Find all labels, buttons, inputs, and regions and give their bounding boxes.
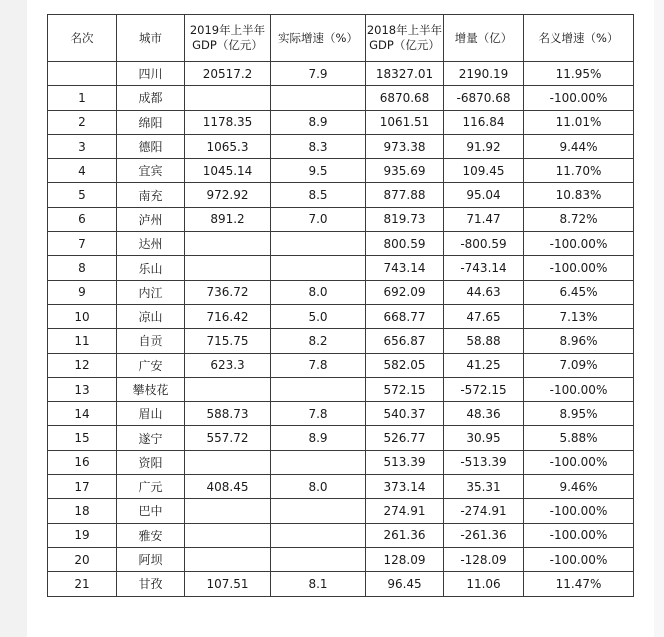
cell-nominal-growth: -100.00% (524, 256, 634, 280)
cell-increase: 47.65 (444, 304, 524, 328)
cell-increase: -572.15 (444, 377, 524, 401)
cell-real-growth: 7.0 (271, 207, 366, 231)
cell-nominal-growth: -100.00% (524, 86, 634, 110)
cell-nominal-growth: 9.46% (524, 475, 634, 499)
cell-gdp-2019 (185, 377, 271, 401)
cell-real-growth: 7.8 (271, 402, 366, 426)
cell-increase: 35.31 (444, 475, 524, 499)
cell-real-growth: 8.9 (271, 110, 366, 134)
cell-city: 遂宁 (117, 426, 185, 450)
cell-real-growth: 8.0 (271, 475, 366, 499)
cell-gdp-2019: 1065.3 (185, 134, 271, 158)
cell-nominal-growth: -100.00% (524, 499, 634, 523)
cell-increase: 44.63 (444, 280, 524, 304)
cell-rank: 10 (48, 304, 117, 328)
cell-real-growth: 8.9 (271, 426, 366, 450)
cell-gdp-2019: 972.92 (185, 183, 271, 207)
cell-real-growth: 8.0 (271, 280, 366, 304)
table-row (48, 110, 634, 134)
cell-city: 广安 (117, 353, 185, 377)
cell-rank: 11 (48, 329, 117, 353)
cell-city: 雅安 (117, 523, 185, 547)
cell-increase: -513.39 (444, 450, 524, 474)
header-nominal-growth: 名义增速（%） (524, 15, 634, 62)
cell-nominal-growth: 7.09% (524, 353, 634, 377)
table-row (48, 426, 634, 450)
cell-gdp-2019: 408.45 (185, 475, 271, 499)
cell-nominal-growth: 5.88% (524, 426, 634, 450)
cell-gdp-2018: 743.14 (366, 256, 444, 280)
cell-nominal-growth: 7.13% (524, 304, 634, 328)
cell-real-growth (271, 523, 366, 547)
header-gdp-2018 (366, 15, 444, 62)
cell-city: 成都 (117, 86, 185, 110)
table-row (48, 499, 634, 523)
cell-rank: 19 (48, 523, 117, 547)
cell-real-growth (271, 547, 366, 571)
cell-rank: 17 (48, 475, 117, 499)
cell-nominal-growth: 11.70% (524, 159, 634, 183)
cell-nominal-growth: 11.47% (524, 572, 634, 596)
cell-gdp-2018: 540.37 (366, 402, 444, 426)
table-header (48, 15, 634, 62)
cell-rank: 12 (48, 353, 117, 377)
table-row (48, 86, 634, 110)
cell-gdp-2019 (185, 232, 271, 256)
table-row (48, 280, 634, 304)
cell-increase: 95.04 (444, 183, 524, 207)
cell-real-growth (271, 377, 366, 401)
cell-city: 甘孜 (117, 572, 185, 596)
cell-rank: 14 (48, 402, 117, 426)
cell-gdp-2018: 668.77 (366, 304, 444, 328)
cell-real-growth: 9.5 (271, 159, 366, 183)
cell-gdp-2018: 582.05 (366, 353, 444, 377)
cell-increase: 91.92 (444, 134, 524, 158)
header-gdp-2019-label: 2019年上半年GDP（亿元） (189, 23, 266, 52)
cell-nominal-growth: -100.00% (524, 377, 634, 401)
cell-gdp-2018: 128.09 (366, 547, 444, 571)
cell-rank: 6 (48, 207, 117, 231)
table-row (48, 256, 634, 280)
cell-real-growth: 5.0 (271, 304, 366, 328)
cell-rank: 18 (48, 499, 117, 523)
cell-city: 阿坝 (117, 547, 185, 571)
table-row (48, 329, 634, 353)
table-row (48, 232, 634, 256)
cell-nominal-growth: 9.44% (524, 134, 634, 158)
table-row (48, 183, 634, 207)
cell-gdp-2019 (185, 523, 271, 547)
cell-gdp-2018: 261.36 (366, 523, 444, 547)
cell-gdp-2018: 96.45 (366, 572, 444, 596)
cell-increase: 71.47 (444, 207, 524, 231)
table-row (48, 572, 634, 596)
cell-rank: 16 (48, 450, 117, 474)
cell-city: 绵阳 (117, 110, 185, 134)
cell-gdp-2018: 274.91 (366, 499, 444, 523)
cell-city: 攀枝花 (117, 377, 185, 401)
table-row (48, 159, 634, 183)
cell-gdp-2019 (185, 86, 271, 110)
cell-rank: 7 (48, 232, 117, 256)
cell-gdp-2018: 18327.01 (366, 62, 444, 86)
header-rank: 名次 (48, 15, 117, 62)
cell-gdp-2019: 107.51 (185, 572, 271, 596)
cell-increase: -6870.68 (444, 86, 524, 110)
cell-rank: 5 (48, 183, 117, 207)
cell-nominal-growth: -100.00% (524, 232, 634, 256)
cell-gdp-2019: 20517.2 (185, 62, 271, 86)
cell-rank (48, 62, 117, 86)
cell-rank: 3 (48, 134, 117, 158)
cell-city: 泸州 (117, 207, 185, 231)
cell-gdp-2019: 1178.35 (185, 110, 271, 134)
cell-increase: 48.36 (444, 402, 524, 426)
cell-gdp-2019: 736.72 (185, 280, 271, 304)
cell-city: 乐山 (117, 256, 185, 280)
cell-city: 眉山 (117, 402, 185, 426)
cell-rank: 4 (48, 159, 117, 183)
cell-gdp-2018: 935.69 (366, 159, 444, 183)
cell-real-growth (271, 86, 366, 110)
cell-city: 内江 (117, 280, 185, 304)
header-gdp-2019 (185, 15, 271, 62)
table-row (48, 377, 634, 401)
cell-real-growth (271, 450, 366, 474)
cell-nominal-growth: 10.83% (524, 183, 634, 207)
cell-nominal-growth: -100.00% (524, 450, 634, 474)
table-row (48, 547, 634, 571)
cell-gdp-2019 (185, 547, 271, 571)
cell-rank: 2 (48, 110, 117, 134)
cell-nominal-growth: -100.00% (524, 547, 634, 571)
cell-gdp-2018: 1061.51 (366, 110, 444, 134)
header-real-growth: 实际增速（%） (271, 15, 366, 62)
cell-gdp-2019 (185, 499, 271, 523)
cell-gdp-2018: 800.59 (366, 232, 444, 256)
cell-nominal-growth: 8.72% (524, 207, 634, 231)
cell-rank: 15 (48, 426, 117, 450)
cell-gdp-2019: 716.42 (185, 304, 271, 328)
cell-rank: 8 (48, 256, 117, 280)
cell-nominal-growth: -100.00% (524, 523, 634, 547)
cell-increase: -274.91 (444, 499, 524, 523)
cell-city: 南充 (117, 183, 185, 207)
cell-gdp-2018: 877.88 (366, 183, 444, 207)
cell-rank: 13 (48, 377, 117, 401)
cell-gdp-2019: 623.3 (185, 353, 271, 377)
cell-gdp-2019: 557.72 (185, 426, 271, 450)
cell-gdp-2019 (185, 256, 271, 280)
cell-real-growth: 8.1 (271, 572, 366, 596)
cell-real-growth: 7.9 (271, 62, 366, 86)
cell-gdp-2018: 819.73 (366, 207, 444, 231)
cell-city: 四川 (117, 62, 185, 86)
cell-city: 资阳 (117, 450, 185, 474)
cell-increase: 11.06 (444, 572, 524, 596)
cell-gdp-2018: 373.14 (366, 475, 444, 499)
table-row (48, 523, 634, 547)
cell-real-growth (271, 232, 366, 256)
cell-nominal-growth: 11.95% (524, 62, 634, 86)
cell-rank: 21 (48, 572, 117, 596)
table-row (48, 62, 634, 86)
right-margin-strip (654, 0, 664, 637)
cell-gdp-2019 (185, 450, 271, 474)
cell-increase: 2190.19 (444, 62, 524, 86)
cell-nominal-growth: 6.45% (524, 280, 634, 304)
header-row (48, 15, 634, 62)
cell-city: 宜宾 (117, 159, 185, 183)
cell-real-growth: 7.8 (271, 353, 366, 377)
header-city: 城市 (117, 15, 185, 62)
header-gdp-2018-label: 2018年上半年GDP（亿元） (366, 23, 443, 52)
table-row (48, 402, 634, 426)
cell-real-growth (271, 499, 366, 523)
cell-gdp-2019: 891.2 (185, 207, 271, 231)
table-row (48, 450, 634, 474)
cell-city: 达州 (117, 232, 185, 256)
cell-increase: 116.84 (444, 110, 524, 134)
cell-nominal-growth: 8.95% (524, 402, 634, 426)
cell-increase: -128.09 (444, 547, 524, 571)
cell-rank: 9 (48, 280, 117, 304)
cell-real-growth: 8.3 (271, 134, 366, 158)
table-row (48, 207, 634, 231)
cell-real-growth (271, 256, 366, 280)
cell-rank: 1 (48, 86, 117, 110)
table-row (48, 134, 634, 158)
table-body (48, 62, 634, 597)
cell-nominal-growth: 11.01% (524, 110, 634, 134)
cell-city: 广元 (117, 475, 185, 499)
cell-increase: 30.95 (444, 426, 524, 450)
header-increase: 增量（亿） (444, 15, 524, 62)
cell-gdp-2019: 588.73 (185, 402, 271, 426)
cell-gdp-2018: 973.38 (366, 134, 444, 158)
cell-increase: 58.88 (444, 329, 524, 353)
cell-gdp-2018: 656.87 (366, 329, 444, 353)
city-gdp-table (47, 14, 634, 597)
cell-gdp-2018: 692.09 (366, 280, 444, 304)
cell-gdp-2018: 572.15 (366, 377, 444, 401)
cell-rank: 20 (48, 547, 117, 571)
cell-real-growth: 8.2 (271, 329, 366, 353)
cell-increase: 41.25 (444, 353, 524, 377)
cell-gdp-2019: 715.75 (185, 329, 271, 353)
cell-city: 自贡 (117, 329, 185, 353)
cell-gdp-2018: 6870.68 (366, 86, 444, 110)
cell-real-growth: 8.5 (271, 183, 366, 207)
cell-increase: -800.59 (444, 232, 524, 256)
table-row (48, 353, 634, 377)
cell-increase: -261.36 (444, 523, 524, 547)
cell-gdp-2018: 526.77 (366, 426, 444, 450)
table-row (48, 304, 634, 328)
cell-gdp-2019: 1045.14 (185, 159, 271, 183)
cell-city: 德阳 (117, 134, 185, 158)
cell-increase: -743.14 (444, 256, 524, 280)
cell-city: 巴中 (117, 499, 185, 523)
cell-city: 凉山 (117, 304, 185, 328)
table-row (48, 475, 634, 499)
cell-increase: 109.45 (444, 159, 524, 183)
cell-nominal-growth: 8.96% (524, 329, 634, 353)
cell-gdp-2018: 513.39 (366, 450, 444, 474)
